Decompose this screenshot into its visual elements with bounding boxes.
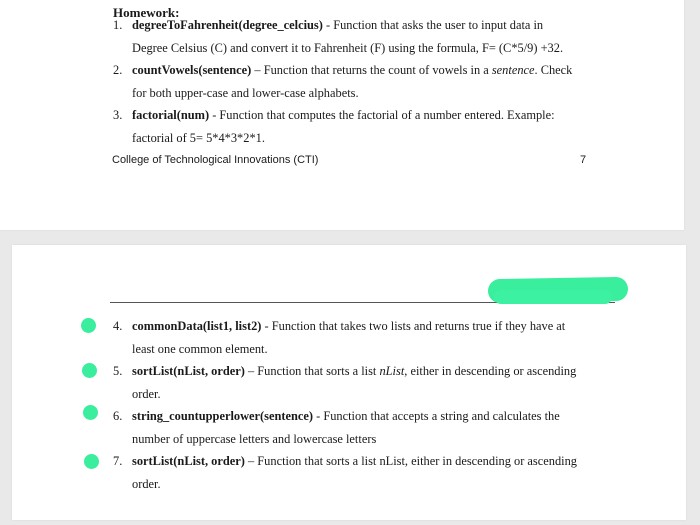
bullet-marker [83,405,98,420]
item-description-end: . Check [534,63,573,77]
list-item [113,59,604,104]
item-line-2: order. [132,386,161,401]
item-line-1 [132,59,604,82]
document-page-2 [12,245,686,520]
item-description: - Function that asks the user to input data in [322,18,544,32]
document-page-1 [0,0,684,230]
item-line-1 [132,360,604,383]
list-item [113,405,604,450]
item-line-1 [132,104,604,127]
item-number: 6. [113,409,123,423]
item-line-1 [132,14,604,37]
item-description: - Function that accepts a string and calculates the [313,409,560,423]
item-line-2: least one common element. [132,341,268,356]
item-description: - Function that takes two lists and returns true if they have at [261,319,566,333]
function-name: sortList(nList, order) [132,364,245,378]
function-name: commonData(list1, list2) [132,319,262,333]
item-description: – Function that sorts a list nList, either in descending or ascending [244,454,577,468]
function-name: factorial(num) [132,108,210,122]
footer-page-number: 7 [580,154,587,166]
item-line-1 [132,450,604,473]
list-item [113,104,604,149]
homework-list-2 [113,315,604,495]
item-italic-term: nList [379,364,405,378]
function-name: sortList(nList, order) [132,454,245,468]
item-line-2: order. [132,476,161,491]
item-number: 1. [113,18,123,32]
list-item [113,450,604,495]
homework-list-1 [113,14,604,149]
bullet-marker [81,318,96,333]
item-line-2: Degree Celsius (C) and convert it to Fahrenheit (F) using the formula, F= (C*5/9) +32. [132,40,564,55]
list-item [113,360,604,405]
list-item [113,315,604,360]
item-number: 7. [113,454,123,468]
item-number: 4. [113,319,123,333]
item-description-end: , either in descending or ascending [404,364,577,378]
list-item [113,14,604,59]
footer-college-name: College of Technological Innovations (CTI) [112,154,319,166]
item-description: - Function that computes the factorial of a number entered. Example: [209,108,555,122]
bullet-marker [84,454,99,469]
item-description: – Function that sorts a list [244,364,380,378]
item-line-1 [132,315,604,338]
item-line-2: for both upper-case and lower-case alphabets. [132,85,359,100]
item-description: – Function that returns the count of vowels in a [251,63,492,77]
function-name: degreeToFahrenheit(degree_celcius) [132,18,323,32]
item-number: 3. [113,108,123,122]
item-number: 5. [113,364,123,378]
item-number: 2. [113,63,123,77]
item-line-1 [132,405,604,428]
item-line-2: factorial of 5= 5*4*3*2*1. [132,130,265,145]
bullet-marker [82,363,97,378]
redaction-highlight-lower [494,290,612,304]
function-name: string_countupperlower(sentence) [132,409,314,423]
item-line-2: number of uppercase letters and lowercase letters [132,431,377,446]
item-italic-term: sentence [491,63,535,77]
function-name: countVowels(sentence) [132,63,252,77]
homework-heading: Homework: [113,5,180,20]
